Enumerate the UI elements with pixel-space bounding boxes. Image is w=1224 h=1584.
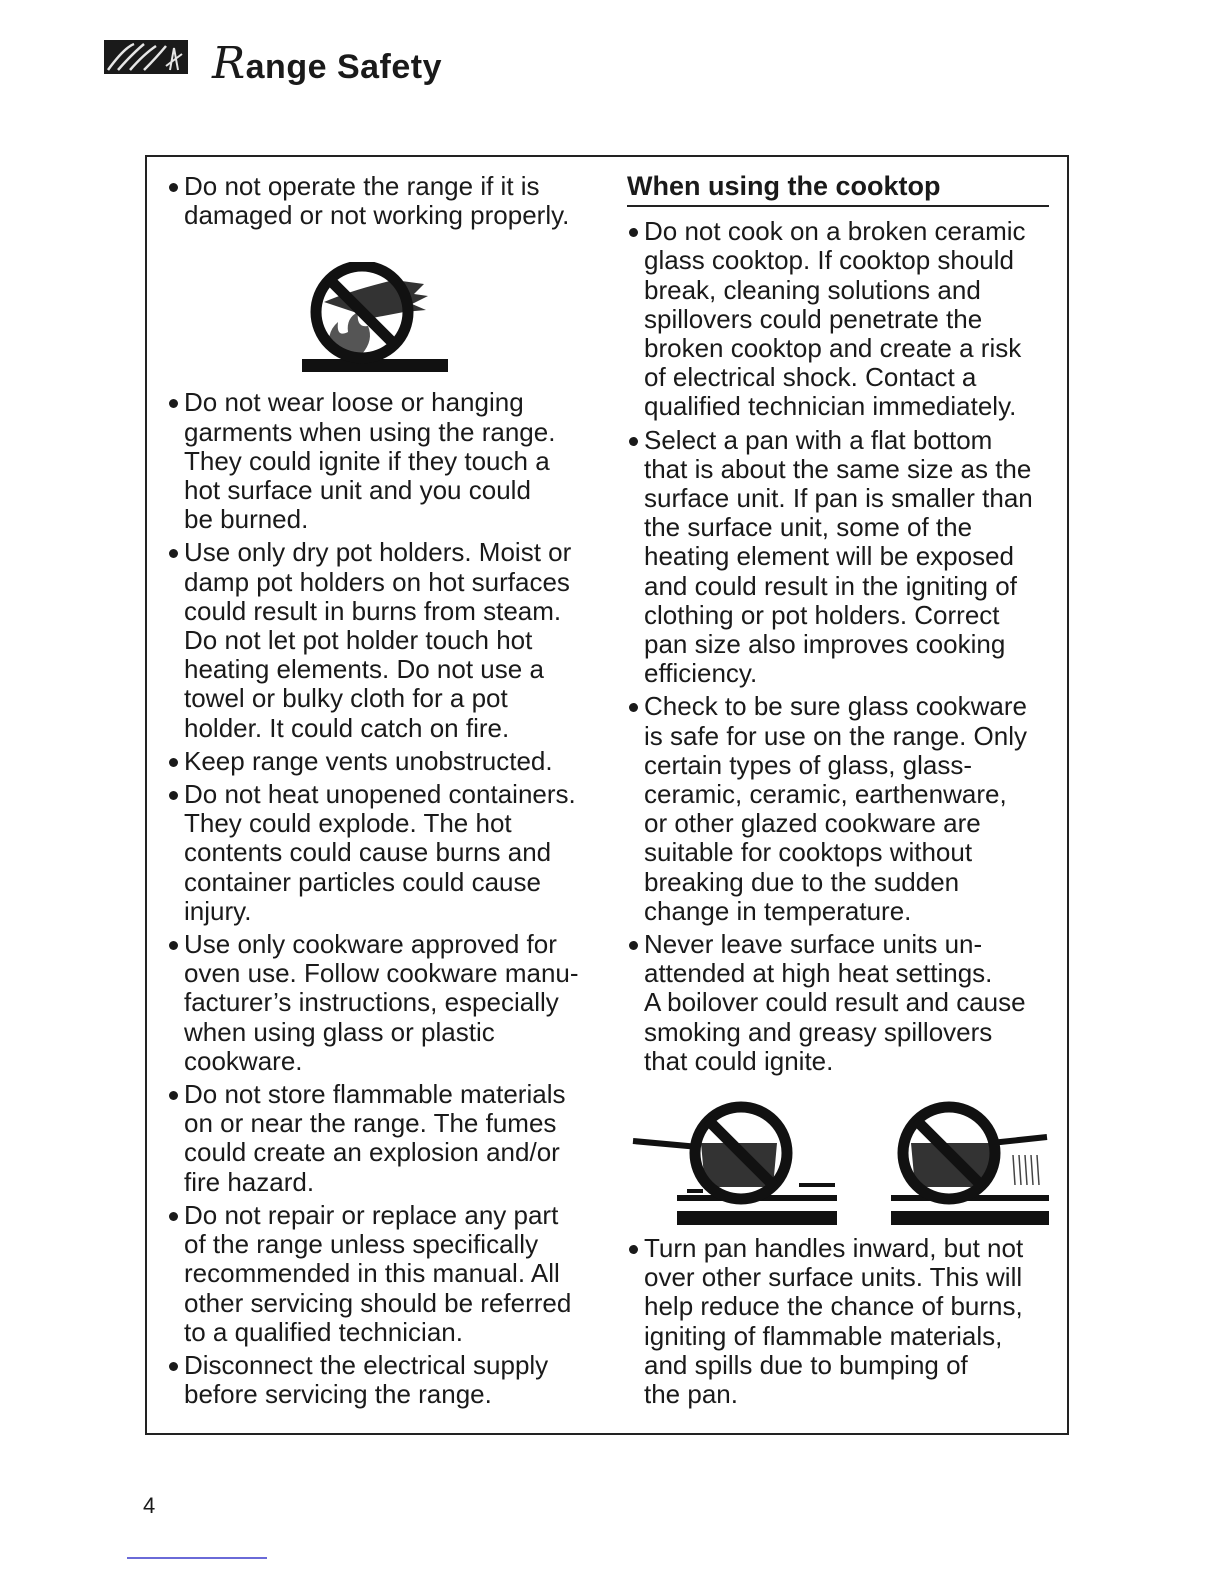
safety-bullet (167, 388, 597, 534)
bullet-line: help reduce the chance of burns, (644, 1291, 1023, 1322)
bullet-line: A boilover could result and cause (644, 987, 1026, 1018)
right-bottom-bullets-list (627, 1234, 1057, 1409)
footer-rule (127, 1557, 267, 1559)
page-title (212, 38, 442, 89)
bullet-line: Do not heat unopened containers. (184, 779, 576, 810)
bullet-line: could create an explosion and/or (184, 1137, 560, 1168)
cooktop-section-heading: When using the cooktop (627, 172, 1049, 207)
safety-bullet (167, 1201, 597, 1347)
bullet-line: Disconnect the electrical supply (184, 1349, 549, 1380)
bullet-line: Use only dry pot holders. Moist or (184, 537, 572, 568)
bullet-line: They could explode. The hot (184, 808, 512, 839)
safety-bullet (627, 692, 1057, 926)
bullet-line: Do not cook on a broken ceramic (644, 216, 1026, 247)
bullet-line: efficiency. (644, 658, 758, 689)
bullet-line: fire hazard. (184, 1166, 315, 1197)
bullet-line: break, cleaning solutions and (644, 274, 981, 305)
bullet-line: surface unit. If pan is smaller than (644, 483, 1033, 514)
no-handle-over-burner-icon (891, 1107, 1049, 1225)
bullet-line: Keep range vents unobstructed. (184, 745, 553, 776)
safety-bullet (627, 217, 1057, 421)
bullet-line: cookware. (184, 1045, 303, 1076)
page-title-initial: R (212, 38, 246, 89)
bullet-line: could result in burns from steam. (184, 595, 562, 626)
bullet-line: that is about the same size as the (644, 453, 1032, 484)
safety-bullet (167, 172, 597, 230)
page-number: 4 (143, 1493, 156, 1518)
bullet-line: Select a pan with a flat bottom (644, 424, 993, 455)
safety-bullet (167, 1351, 597, 1409)
bullet-line: recommended in this manual. All (184, 1258, 560, 1289)
bullet-line: over other surface units. This will (644, 1262, 1023, 1293)
safety-bullet (167, 1080, 597, 1197)
safety-bullet (627, 426, 1057, 689)
bullet-line: Use only cookware approved for (184, 929, 557, 960)
bullet-line: Never leave surface units un- (644, 929, 983, 960)
right-bullets-list (627, 217, 1057, 1076)
bullet-line: Do not let pot holder touch hot (184, 625, 533, 656)
bullet-line: breaking due to the sudden (644, 866, 960, 897)
safety-bullet (167, 930, 597, 1076)
bullet-line: holder. It could catch on fire. (184, 712, 510, 743)
bullet-line: Do not wear loose or hanging (184, 387, 524, 418)
safety-bullet (167, 747, 597, 776)
bullet-line: Do not operate the range if it is (184, 171, 540, 201)
bullet-line: to a qualified technician. (184, 1316, 463, 1347)
no-loose-garments-icon (302, 262, 452, 374)
bullet-line: broken cooktop and create a risk (644, 333, 1022, 364)
bullet-line: spillovers could penetrate the (644, 303, 983, 334)
bullet-line: or other glazed cookware are (644, 808, 981, 839)
bullet-line: oven use. Follow cookware manu- (184, 958, 579, 989)
bullet-line: pan size also improves cooking (644, 629, 1006, 660)
bullet-line: other servicing should be referred (184, 1287, 572, 1318)
bullet-line: garments when using the range. (184, 416, 556, 447)
bullet-line: Do not store flammable materials (184, 1079, 566, 1110)
left-first-bullet-slot (167, 172, 597, 230)
bullet-line: qualified technician immediately. (644, 391, 1017, 422)
bullet-line: and spills due to bumping of (644, 1349, 968, 1380)
bullet-line: is safe for use on the range. Only (644, 720, 1027, 751)
bullet-line: when using glass or plastic (184, 1016, 495, 1047)
safety-bullet (627, 1234, 1057, 1409)
bullet-line: suitable for cooktops without (644, 837, 973, 868)
bullet-line: the pan. (644, 1379, 738, 1410)
bullet-line: injury. (184, 895, 252, 926)
bullet-line: hot surface unit and you could (184, 475, 531, 506)
left-column (167, 172, 597, 1413)
header-logo-icon (104, 40, 188, 74)
bullet-line: ceramic, ceramic, earthenware, (644, 779, 1007, 810)
bullet-line: certain types of glass, glass- (644, 749, 973, 780)
no-small-pan-icon (633, 1107, 837, 1225)
bullet-line: Turn pan handles inward, but not (644, 1233, 1024, 1263)
page-title-rest: ange Safety (245, 48, 442, 86)
bullet-line: heating element will be exposed (644, 541, 1015, 572)
bullet-line: clothing or pot holders. Correct (644, 599, 1000, 630)
bullet-line: facturer’s instructions, especially (184, 987, 559, 1018)
bullet-line: be burned. (184, 504, 309, 535)
bullet-line: the surface unit, some of the (644, 512, 973, 543)
bullet-line: glass cooktop. If cooktop should (644, 245, 1015, 276)
bullet-line: They could ignite if they touch a (184, 445, 550, 476)
bullet-line: Check to be sure glass cookware (644, 691, 1027, 722)
bullet-line: and could result in the igniting of (644, 570, 1017, 601)
bullet-line: igniting of flammable materials, (644, 1320, 1003, 1351)
bullet-line: of electrical shock. Contact a (644, 362, 977, 393)
pan-warning-illustrations (627, 1095, 1049, 1229)
bullet-line: before servicing the range. (184, 1379, 492, 1410)
safety-bullet (167, 538, 597, 742)
right-column (627, 172, 1057, 1080)
bullet-line: heating elements. Do not use a (184, 654, 544, 685)
bullet-line: that could ignite. (644, 1045, 834, 1076)
left-bullets-list (167, 388, 597, 1409)
bullet-line: container particles could cause (184, 866, 541, 897)
bullet-line: of the range unless specifically (184, 1229, 539, 1260)
bullet-line: Do not repair or replace any part (184, 1199, 559, 1230)
bullet-line: damaged or not working properly. (184, 200, 570, 231)
bullet-line: damp pot holders on hot surfaces (184, 566, 570, 597)
right-bottom-column (627, 1234, 1057, 1413)
bullet-line: contents could cause burns and (184, 837, 552, 868)
bullet-line: towel or bulky cloth for a pot (184, 683, 508, 714)
bullet-line: change in temperature. (644, 895, 912, 926)
bullet-line: on or near the range. The fumes (184, 1108, 557, 1139)
bullet-line: smoking and greasy spillovers (644, 1016, 993, 1047)
bullet-line: attended at high heat settings. (644, 958, 993, 989)
safety-bullet (627, 930, 1057, 1076)
safety-bullet (167, 780, 597, 926)
